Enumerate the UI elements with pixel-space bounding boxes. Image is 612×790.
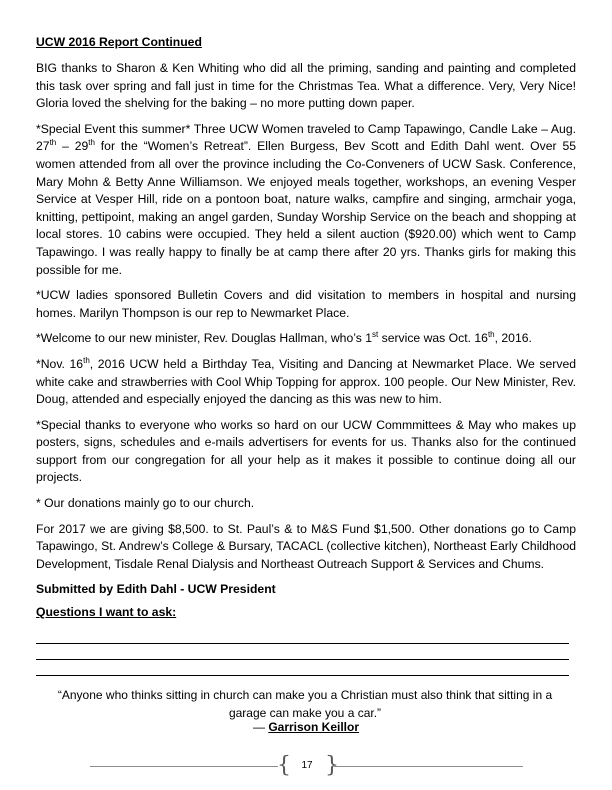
paragraph-birthday-tea: *Nov. 16th, 2016 UCW held a Birthday Tea, Visiting and Dancing at Newmarket Place. We served white cake and strawberries with Cool Whip Topping for approx. 100 people. Our New Minister, Rev. Doug, attended and especially enjoyed the dancing as this was new to him.: [36, 355, 576, 407]
footer-rule-right: [334, 766, 523, 767]
paragraph-special-event: *Special Event this summer* Three UCW Women traveled to Camp Tapawingo, Candle Lake – Aug. 27th – 29th for the “Women’s Retreat”. Ellen Burgess, Bev Scott and Edith Dahl went. Over 55 women attended from all over the province including the Co-Conveners of UCW Sask. Conference, Mary Mohn & Betty Anne Williamson. We enjoyed meals together, workshops, an evening Vesper Service at Vesper Hill, ride on a pontoon boat, nature walks, campfire and singing, armchair yoga, knitting, pettipoint, making an angel garden, Sunday Worship Service on the beach and shopping at local stores. 10 cabins were occupied. They held a silent auction ($920.00) which went to Camp Tapawingo. I was really happy to finally be at camp there after 20 yrs. Thanks girls for making this possible for me.: [36, 121, 576, 277]
answer-line-1: [36, 643, 569, 644]
close-brace-icon: }: [325, 753, 339, 778]
paragraph-donations: * Our donations mainly go to our church.: [36, 496, 255, 511]
questions-label: Questions I want to ask:: [36, 605, 177, 619]
paragraph-thanks: BIG thanks to Sharon & Ken Whiting who did all the priming, sanding and painting and completed this task over spring and fall just in time for the Christmas Tea. What a difference. Very, Very Nice! Gloria loved the shelving for the baking – no more putting down paper.: [36, 61, 576, 111]
paragraph-2017-giving: For 2017 we are giving $8,500. to St. Paul’s & to M&S Fund $1,500. Other donations go to Camp Tapawingo, St. Andrew’s College & Bursary, TACACL (collective kitchen), Northeast Early Childhood Development, Tisdale Renal Dialysis and Northeast Outreach Support & Services and Chums.: [36, 521, 576, 571]
paragraph-special-thanks: *Special thanks to everyone who works so hard on our UCW Commmittees & May who makes up posters, signs, schedules and e-mails advertisers for events for us. Thanks also for the continued support from our congregation for all your help as it makes it possible to continue doing all our projects.: [36, 417, 576, 485]
open-brace-icon: {: [277, 753, 291, 778]
paragraph-welcome: *Welcome to our new minister, Rev. Douglas Hallman, who’s 1st service was Oct. 16th, 2016.: [36, 330, 532, 346]
paragraph-bulletin: *UCW ladies sponsored Bulletin Covers and did visitation to members in hospital and nursing homes. Marilyn Thompson is our rep to Newmarket Place.: [36, 288, 576, 320]
attribution-name: Garrison Keillor: [268, 720, 360, 734]
quote-text: “Anyone who thinks sitting in church can make you a Christian must also think that sitting in a garage can make you a car.”: [57, 688, 553, 720]
answer-line-2: [36, 659, 569, 660]
answer-line-3: [36, 675, 569, 676]
report-heading: UCW 2016 Report Continued: [36, 35, 202, 49]
submitted-by: Submitted by Edith Dahl - UCW President: [36, 582, 276, 597]
report-body: [36, 34, 576, 597]
attribution-dash: —: [252, 720, 269, 734]
quote-attribution: [0, 719, 612, 735]
page-number: 17: [301, 760, 313, 771]
footer-rule-left: [90, 766, 278, 767]
